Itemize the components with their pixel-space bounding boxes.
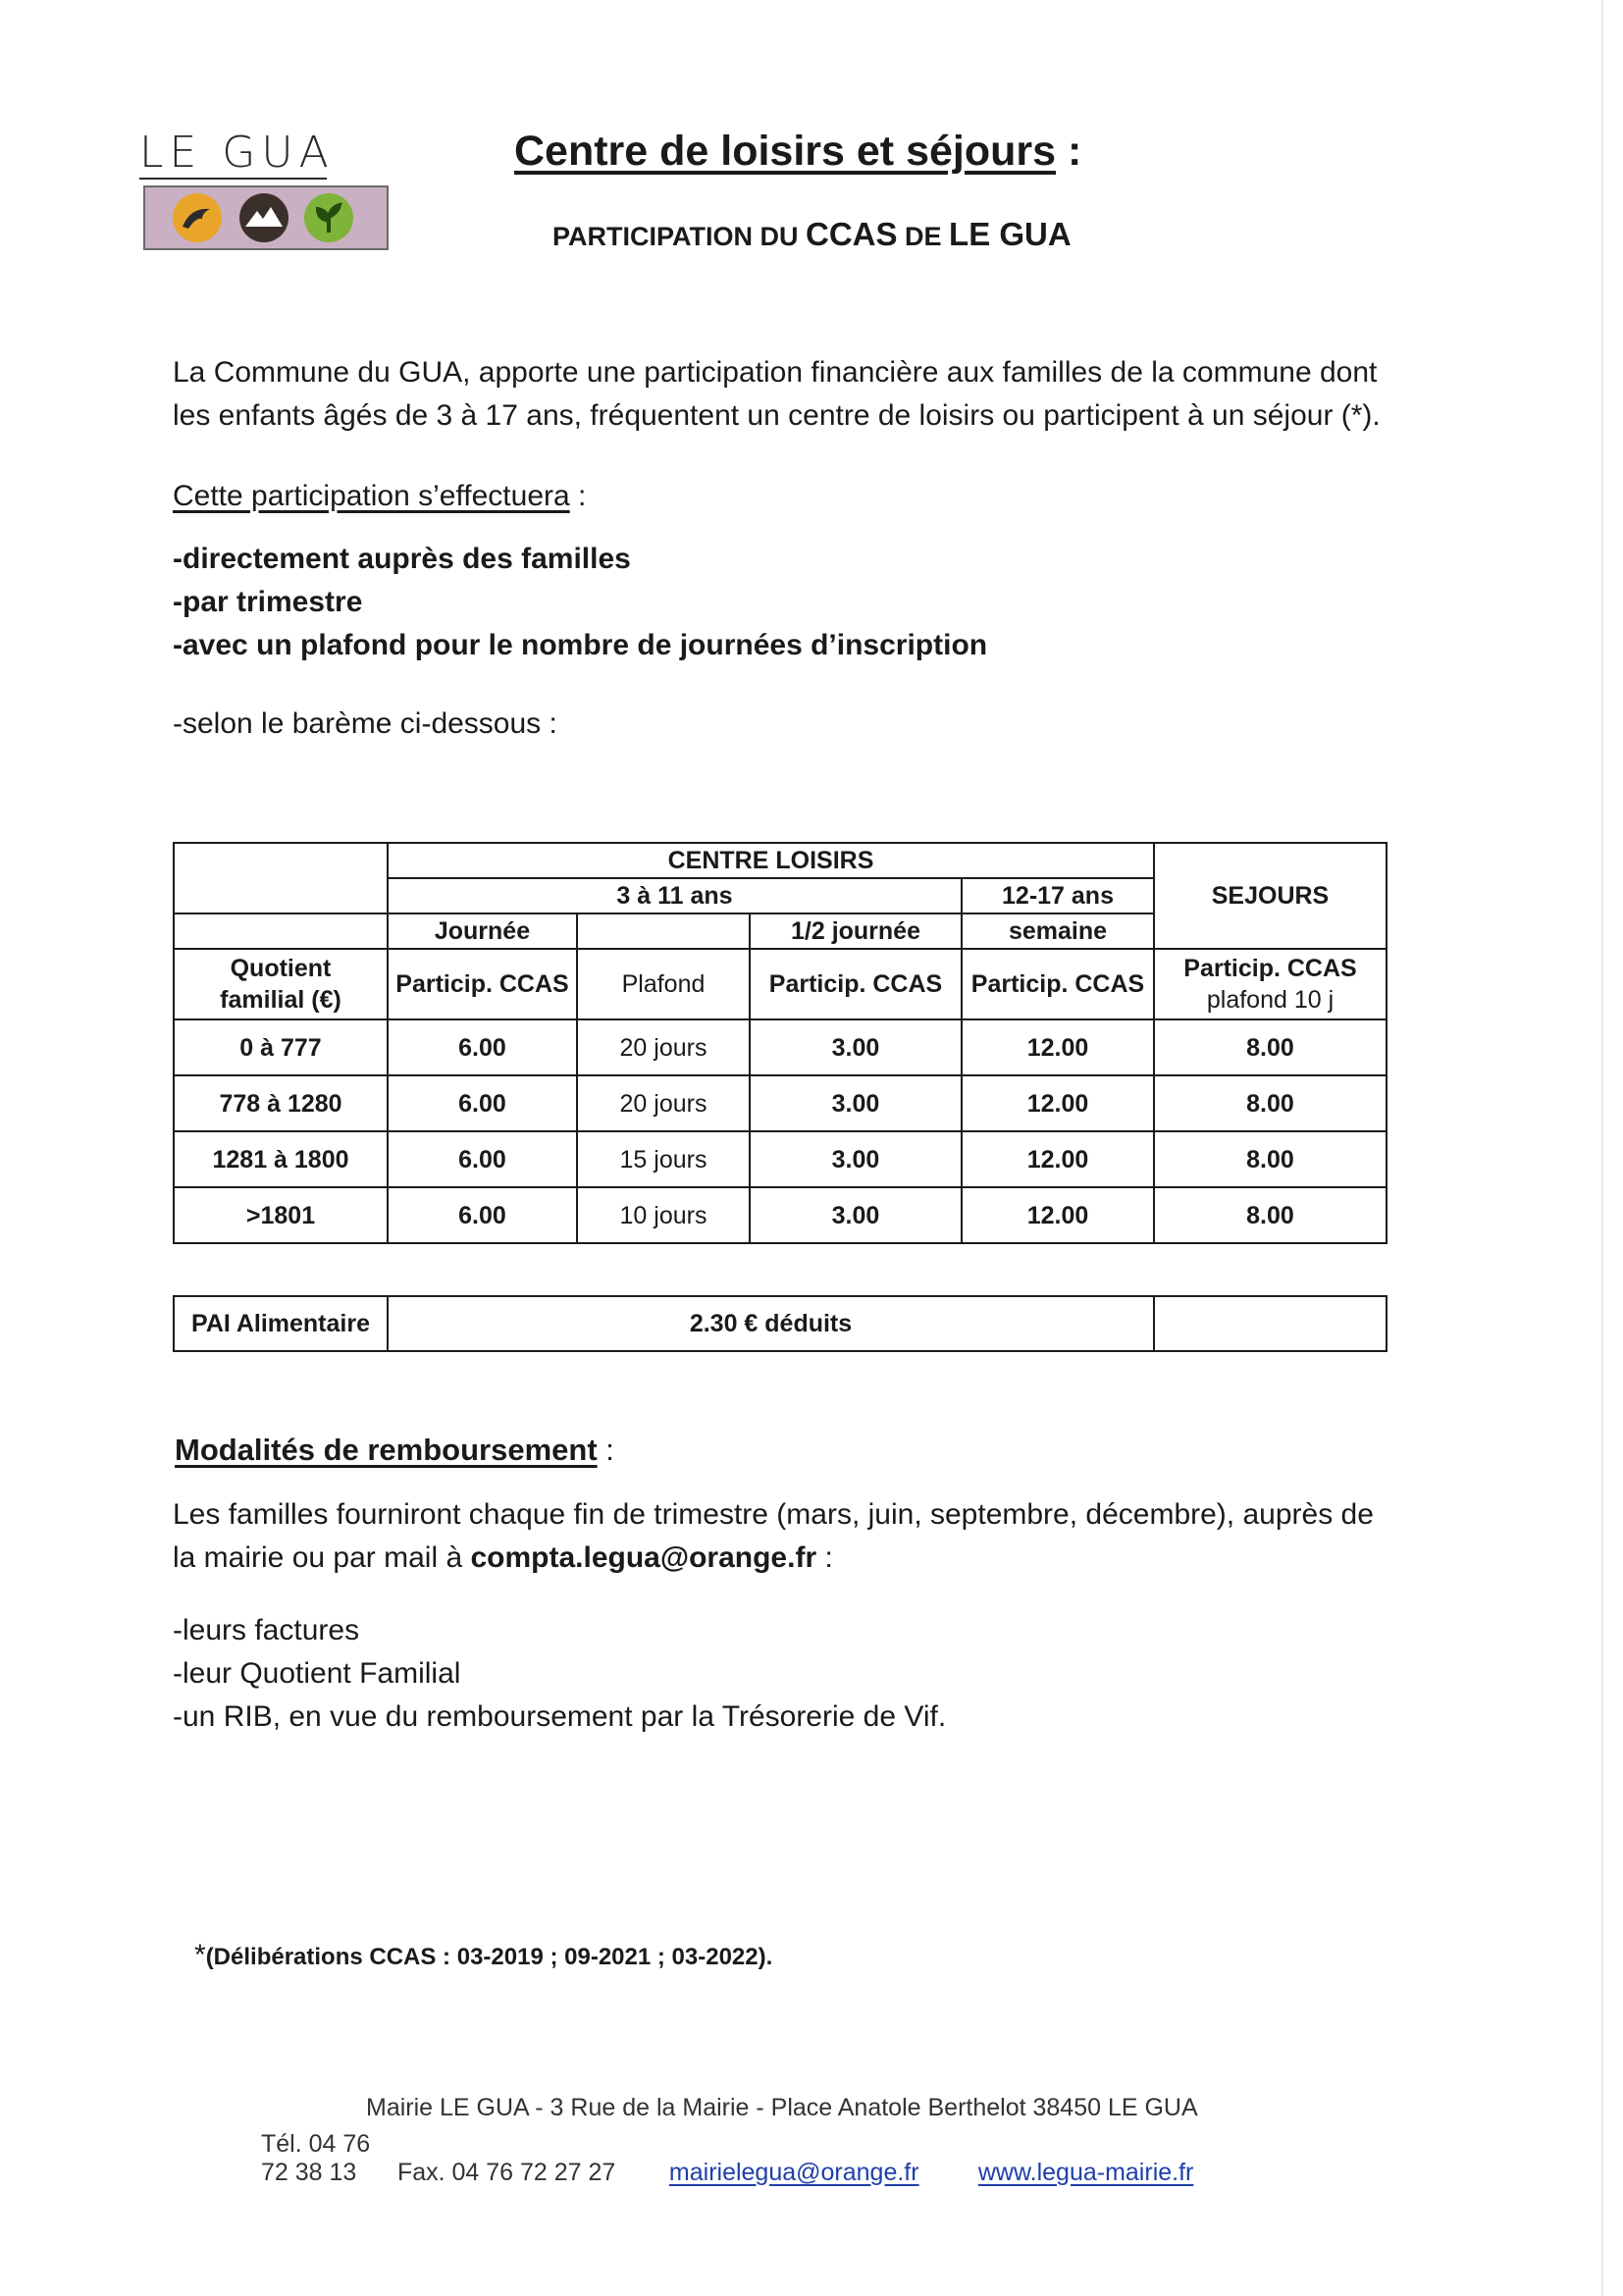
intro-paragraph: La Commune du GUA, apporte une participation financière aux familles de la commune dont les enfants âgés de 3 à 17 ans, fréquentent un centre de loisirs ou participent à un séjour (*). (173, 356, 1381, 432)
footer-website-link[interactable]: www.legua-mairie.fr (977, 2159, 1194, 2186)
plant-icon (304, 193, 353, 242)
bareme-table (173, 842, 1387, 1244)
header-plafond: Plafond (577, 949, 750, 1019)
footer-fax: Fax. 04 76 72 27 27 (396, 2159, 616, 2186)
header-quotient: Quotient familial (€) (174, 949, 388, 1019)
logo (143, 185, 389, 250)
list-item: -par trimestre (173, 586, 363, 618)
header-sejours: SEJOURS (1154, 843, 1387, 949)
header-age-3-11: 3 à 11 ans (388, 878, 962, 913)
list-item: -leurs factures (173, 1614, 360, 1646)
list-item: -directement auprès des familles (173, 543, 631, 575)
header-journee: Journée (388, 913, 577, 949)
email-address: compta.legua@orange.fr (470, 1541, 817, 1574)
header-particip: Particip. CCAS (750, 949, 962, 1019)
dolphin-icon (173, 193, 222, 242)
pai-label: PAI Alimentaire (174, 1296, 388, 1351)
mountain-icon (239, 193, 288, 242)
page-title: Centre de loisirs et séjours : (514, 128, 1082, 175)
table-row: >1801 6.00 10 jours 3.00 12.00 8.00 (174, 1187, 1387, 1243)
table-row: 1281 à 1800 6.00 15 jours 3.00 12.00 8.00 (174, 1131, 1387, 1187)
bareme-text: -selon le barème ci-dessous : (173, 707, 557, 740)
header-semaine: semaine (962, 913, 1154, 949)
header-age-12-17: 12-17 ans (962, 878, 1154, 913)
page-edge-line (1601, 0, 1603, 2296)
modalites-list (173, 1609, 946, 1739)
footer-address: Mairie LE GUA - 3 Rue de la Mairie - Place Anatole Berthelot 38450 LE GUA (366, 2094, 1198, 2121)
modalites-paragraph: Les familles fourniront chaque fin de trimestre (mars, juin, septembre, décembre), auprès de la mairie ou par mail à compta.legua@orange.fr : (173, 1498, 1374, 1574)
footer-tel: Tél. 04 76 72 38 13 (261, 2130, 371, 2186)
header-sejour-particip: Particip. CCAS plafond 10 j (1154, 949, 1387, 1019)
footer-email-link[interactable]: mairielegua@orange.fr (668, 2159, 919, 2186)
empty-cell (1154, 1296, 1387, 1351)
header-particip: Particip. CCAS (962, 949, 1154, 1019)
participation-list (173, 538, 987, 667)
empty-cell (174, 913, 388, 949)
participation-heading: Cette participation s’effectuera : (173, 480, 587, 512)
header-centre-loisirs: CENTRE LOISIRS (388, 843, 1154, 878)
list-item: -leur Quotient Familial (173, 1657, 461, 1690)
list-item: -avec un plafond pour le nombre de journées d’inscription (173, 629, 988, 661)
table-row: 778 à 1280 6.00 20 jours 3.00 12.00 8.00 (174, 1075, 1387, 1131)
page-subtitle: PARTICIPATION DU CCAS DE LE GUA (552, 216, 1072, 252)
empty-cell (577, 913, 750, 949)
header-particip: Particip. CCAS (388, 949, 577, 1019)
list-item: -un RIB, en vue du remboursement par la Trésorerie de Vif. (173, 1700, 947, 1733)
logo-text: LE GUA (139, 128, 335, 178)
pai-table (173, 1295, 1387, 1352)
modalites-heading: Modalités de remboursement : (175, 1433, 614, 1467)
table-row: 0 à 777 6.00 20 jours 3.00 12.00 8.00 (174, 1019, 1387, 1075)
empty-cell (174, 843, 388, 913)
header-demi-journee: 1/2 journée (750, 913, 962, 949)
pai-value: 2.30 € déduits (388, 1296, 1154, 1351)
deliberation-note: *(Délibérations CCAS : 03-2019 ; 09-2021 ; 03-2022). (194, 1939, 773, 1971)
footer-contact (261, 2130, 1193, 2187)
